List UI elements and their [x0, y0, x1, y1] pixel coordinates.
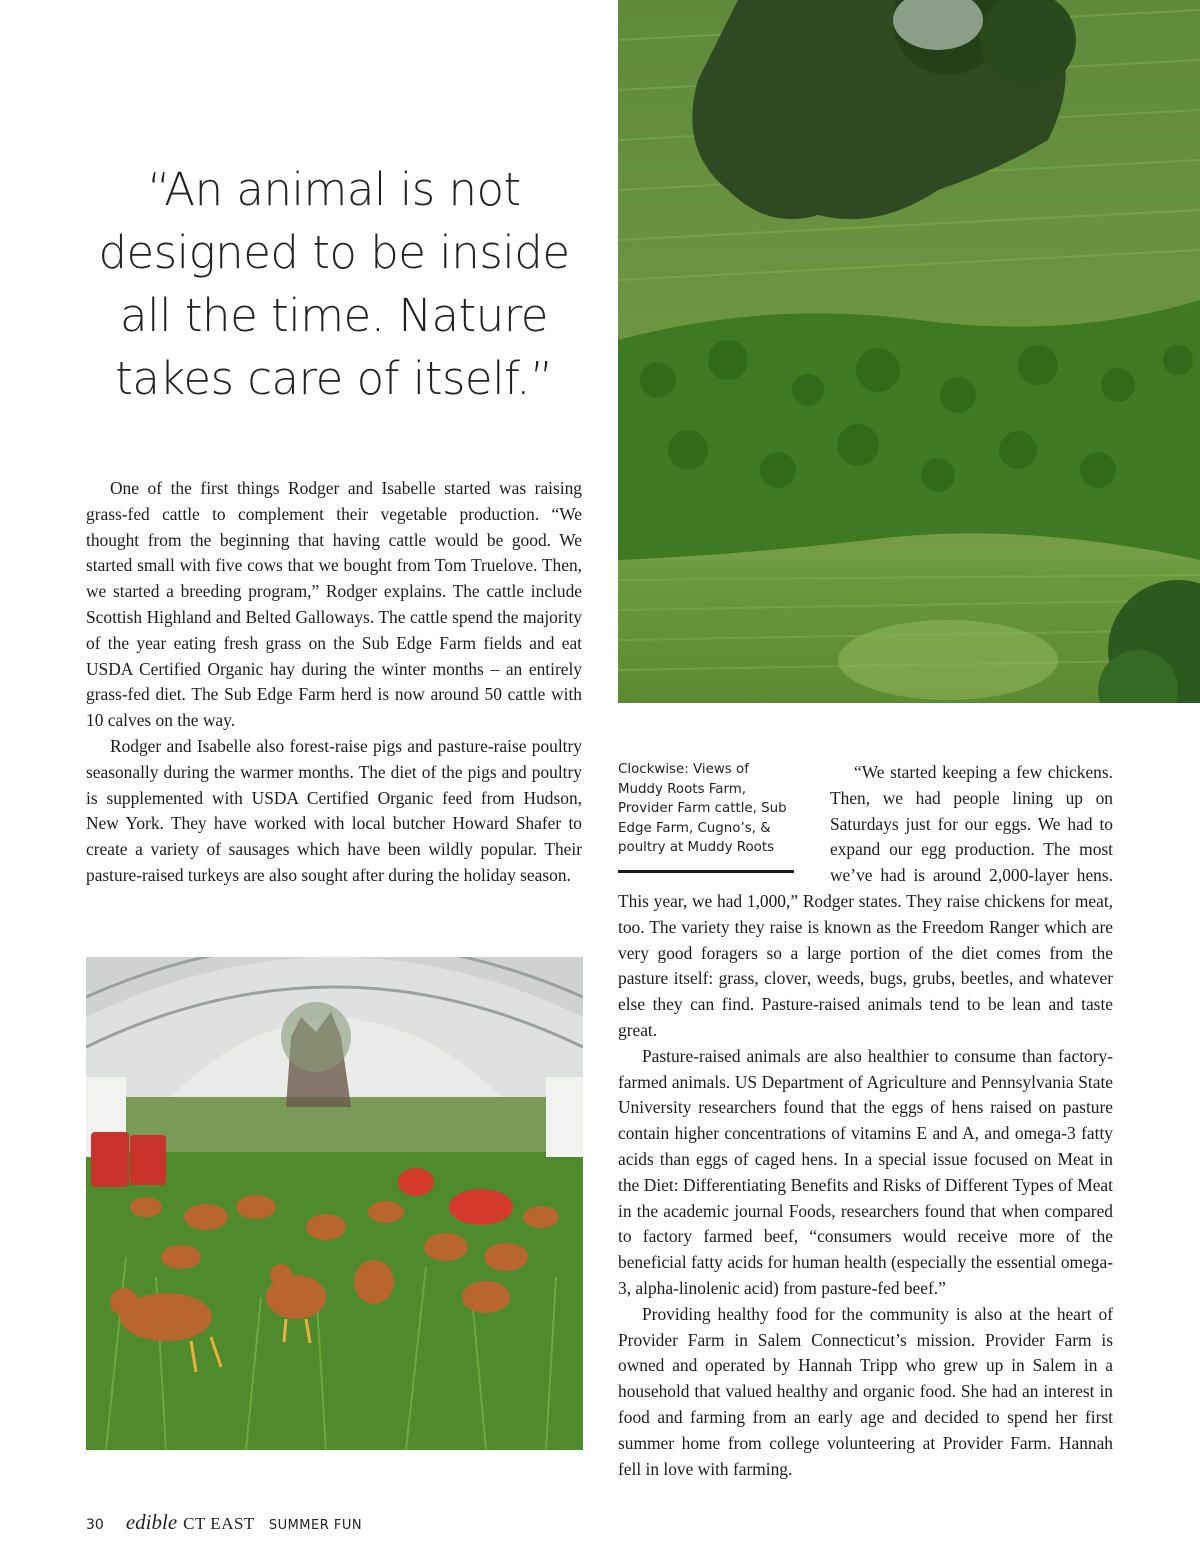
pull-quote-line: all the time. Nature — [120, 289, 548, 342]
pull-quote-line: takes care of itself.” — [115, 352, 553, 405]
article-paragraph: Providing healthy food for the community is also at the heart of Provider Farm in Salem Connecticut’s mission. Provider Farm is owned and operated by Hannah Tripp who grew up in Salem in a household that valued healthy and organic food. She had an interest in food and farming from an early age and decided to spend her first summer home from college volunteering at Provider Farm. Hannah fell in love with farming. — [618, 1303, 1113, 1479]
page-footer — [86, 1510, 362, 1534]
article-paragraph: Pasture-raised animals are also healthier to consume than factory-farmed animals. US Department of Agriculture and Pennsylvania State University researchers found that the eggs of hens raised on pasture contain higher concentrations of vitamins E and A, and omega-3 fatty acids than eggs of caged hens. In a special issue focused on Meat in the Diet: Differentiating Benefits and Risks of Different Types of Meat in the academic journal Foods, researchers found that when compared to factory farmed beef, “consumers would receive more of the beneficial fatty acids for human health (especially the essential omega-3, alpha-linolenic acid) from pasture-fed beef.” — [618, 1045, 1113, 1298]
pull-quote-line: designed to be inside — [98, 226, 570, 279]
article-paragraph: “We started keeping a few chickens. Then, we had people lining up on Saturdays just for our eggs. We had to expand our egg production. The most we’ve had is around 2,000-layer hens. This year, we had 1,000,” Rodger states. They raise chickens for meat, too. The variety they raise is known as the Freedom Ranger which are very good foragers so a large portion of the diet comes from the pasture itself: grass, clover, weeds, bugs, grubs, beetles, and whatever else they can find. Pasture-raised animals tend to be lean and taste great. — [618, 762, 1113, 1040]
article-paragraph: Rodger and Isabelle also forest-raise pigs and pasture-raise poultry seasonally during the warmer months. The diet of the pigs and poultry is supplemented with USDA Certified Organic feed from Hudson, New York. They have worked with local butcher Howard Shafer to create a variety of sausages which have been wildly popular. Their pasture-raised turkeys are also sought after during the holiday season. — [86, 735, 582, 885]
left-article-column — [86, 476, 582, 889]
magazine-edition: CT EAST — [183, 1514, 255, 1533]
issue-name: SUMMER FUN — [268, 1518, 363, 1533]
photo-caption: Clockwise: Views of Muddy Roots Farm, Provider Farm cattle, Sub Edge Farm, Cugno’s, & poultry at Muddy Roots — [618, 762, 787, 856]
poultry-hoop-house-photo — [86, 957, 583, 1450]
aerial-field-photo — [618, 0, 1200, 703]
pull-quote-line: “An animal is not — [147, 163, 521, 216]
pull-quote — [96, 158, 572, 410]
page-number: 30 — [86, 1517, 104, 1533]
right-article-column — [618, 760, 1113, 1482]
article-paragraph: One of the first things Rodger and Isabelle started was raising grass-fed cattle to complement their vegetable production. “We thought from the beginning that having cattle would be good. We started small with five cows that we bought from Tom Truelove. Then, we started a breeding program,” Rodger explains. The cattle include Scottish Highland and Belted Galloways. The cattle spend the majority of the year eating fresh grass on the Sub Edge Farm fields and eat USDA Certified Organic hay during the winter months – an entirely grass-fed diet. The Sub Edge Farm herd is now around 50 cattle with 10 calves on the way. — [86, 478, 582, 731]
magazine-brand: edible — [125, 1510, 178, 1534]
caption-spacer — [618, 760, 830, 888]
